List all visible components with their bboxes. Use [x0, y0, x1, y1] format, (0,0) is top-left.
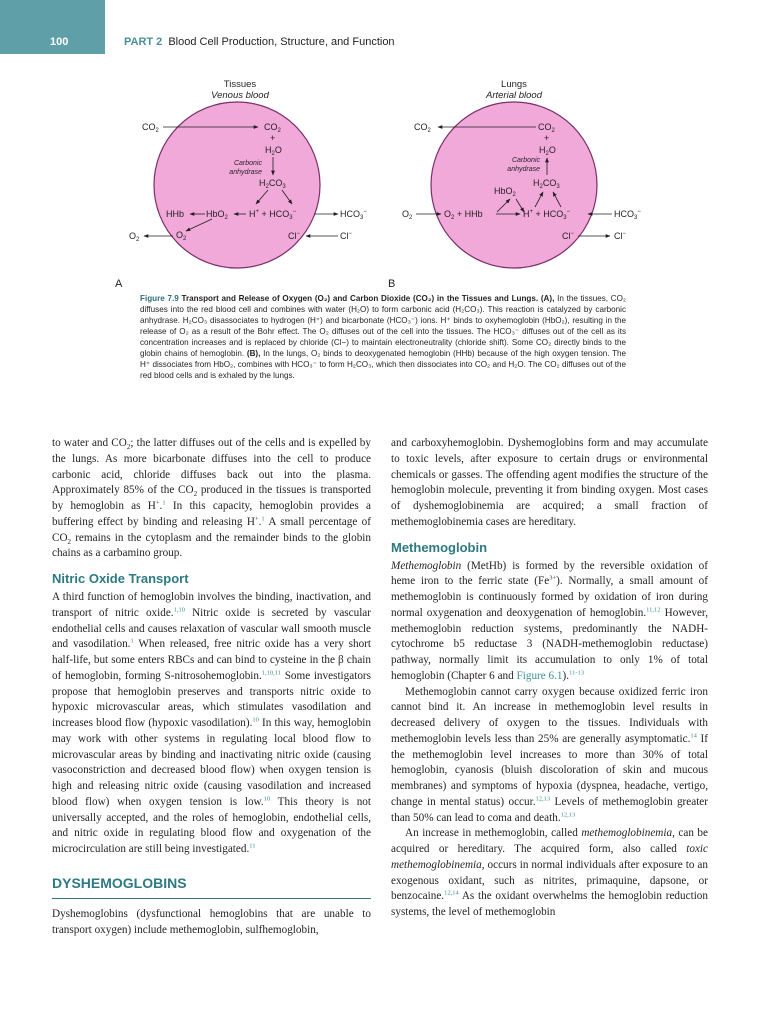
- chloride-inside-label: Cl−: [288, 231, 301, 241]
- methemoglobin-paragraph-1: Methemoglobin (MetHb) is formed by the reversible oxidation of heme iron to the ferric state $(Fe^{3+})$. Normally, a small amount of methemoglobin is continuously formed by oxidation of iron during normal oxygenation and deoxygenation of hemoglobin.$^{11,12}$ However, methemoglobin reduction systems, predominantly the NADH-cytochrome b5 reductase 3 (NADH-methemoglobin reductase) pathway, normally limit its accumulation to only 1% of total hemoglobin (Chapter 6 and Figure 6.1).$^{11-13}$: [391, 559, 708, 682]
- oxyhemoglobin-label: HbO$_2$: [206, 209, 228, 221]
- part-title: Blood Cell Production, Structure, and Function: [168, 36, 395, 48]
- panel-a: [115, 79, 367, 290]
- enzyme-label-line1: Carbonic: [233, 160, 262, 167]
- citation[interactable]: 11,12: [646, 606, 661, 614]
- citation[interactable]: 1: [162, 499, 166, 507]
- methemoglobin-paragraph-2: Methemoglobin cannot carry oxygen because oxidized ferric iron cannot bind it. An increase in methemoglobin level results in decreased delivery of oxygen to the tissues. Individuals with methemoglobin levels less than 25% are generally asymptomatic.$^{14}$ If the methemoglobin level increases to more than 30% of total hemoglobin, cyanosis (bluish discoloration of skin and mucous membranes) and symptoms of hypoxia (dyspnea, headache, vertigo, change in mental status) occur.$^{12,13}$ Levels of methemoglobin greater than 50% can lead to coma and death.$^{12,13}$: [391, 685, 709, 824]
- panel-b-label: B: [388, 278, 396, 290]
- caption-lead: [140, 294, 538, 303]
- citation[interactable]: 10: [263, 795, 271, 803]
- citation[interactable]: 10: [252, 716, 259, 724]
- citation[interactable]: 1,10,11: [261, 669, 282, 677]
- water-label-b: $H_2O$: [539, 145, 556, 157]
- citation[interactable]: 1: [130, 637, 134, 645]
- methemoglobin-heading: Methemoglobin: [391, 539, 488, 555]
- hydrogen-bicarbonate-label: $H^+ + HCO_3^-$: [249, 209, 297, 221]
- panel-a-title: Tissues: [223, 79, 257, 90]
- citation[interactable]: 12,13: [560, 810, 576, 818]
- chloride-outside-label-b: Cl−: [614, 231, 627, 241]
- running-head: [124, 36, 395, 48]
- figure-7-9-diagram: [0, 60, 768, 290]
- citation[interactable]: 12,13: [535, 795, 551, 803]
- page-number: 100: [50, 36, 69, 48]
- oxygen-outside-label: $O_2$: [129, 231, 140, 243]
- citation[interactable]: 11-13: [569, 669, 584, 677]
- part-label: PART 2: [124, 36, 163, 48]
- methemoglobin-paragraph-3: An increase in methemoglobin, called methemoglobinemia, can be acquired or hereditary. The acquired form, also called toxic methemoglobinemia, occurs in normal individuals after exposure to an exogenous oxidant, such as nitrites, primaquine, dapsone, or benzocaine.$^{12,14}$ As the oxidant overwhelms the hemoglobin reduction systems, the level of methemoglobin: [391, 827, 708, 918]
- bicarbonate-outside-label-b: $HCO_3^-$: [614, 209, 641, 221]
- nitric-oxide-paragraph: A third function of hemoglobin involves the binding, inactivation, and transport of nitric oxide.$^{1,10}$ Nitric oxide is secreted by vascular endothelial cells and causes relaxation of vascular wall smooth muscle and vasodilation.$^1$ When released, free nitric oxide has a very short half-life, but some enters RBCs and can bind to cysteine in the β chain of hemoglobin, forming S-nitrosohemoglobin.$^{1,10,11}$ Some investigators propose that hemoglobin preserves and transports nitric oxide to hypoxic microvascular areas, which stimulates vasodilation and increases blood flow (hypoxic vasodilation).$^{10}$ In this way, hemoglobin may work with other systems in regulating local blood flow to microvascular areas by binding and inactivating nitric oxide (causing vasoconstriction and decreased blood flow) when oxygen tension is high and releasing nitric oxide (causing vasodilation and increased blood flow) when oxygen tension is low.$^{10}$ This theory is not universally accepted, and the roles of hemoglobin, endothelial cells, and nitric oxide in regulating blood flow and oxygenation of the microcirculation are still being investigated.$^{11}$: [52, 591, 372, 855]
- bicarbonate-outside-label: $HCO_3^-$: [340, 209, 367, 221]
- nitric-oxide-heading: Nitric Oxide Transport: [52, 571, 189, 586]
- citation[interactable]: 11: [249, 842, 256, 850]
- enzyme-label-line2-b: anhydrase: [507, 166, 540, 173]
- chloride-outside-label: Cl−: [340, 231, 353, 241]
- citation[interactable]: 1,10: [173, 606, 185, 614]
- dyshemoglobins-continued: and carboxyhemoglobin. Dyshemoglobins form and may accumulate to toxic levels, after exposure to certain drugs or environmental chemicals or gasses. The offending agent modifies the structure of the hemoglobin molecule, preventing it from binding oxygen. Most cases of dyshemoglobinemia are acquired; a small fraction of methemoglobinemia cases are hereditary.: [391, 437, 708, 528]
- left-column: [52, 436, 371, 938]
- citation[interactable]: 14: [690, 732, 697, 740]
- figure-title: Transport and Release of Oxygen (O₂) and Carbon Dioxide (CO₂) in the Tissues and Lungs.: [181, 294, 539, 303]
- figure-label: Figure 7.9: [140, 294, 179, 303]
- dyshemoglobins-paragraph: Dyshemoglobins (dysfunctional hemoglobins that are unable to transport oxygen) include methemoglobin, sulfhemoglobin,: [52, 907, 371, 936]
- plus-sign: +: [270, 133, 276, 143]
- panel-a-subtitle: Venous blood: [211, 90, 269, 101]
- enzyme-label-line2: anhydrase: [229, 169, 262, 176]
- figure-6-1-link[interactable]: Figure 6.1: [516, 669, 563, 682]
- panel-b: [388, 79, 641, 290]
- citation[interactable]: 1: [261, 515, 265, 523]
- co2-outside-label-b: $CO_2$: [414, 122, 431, 134]
- chloride-inside-label-b: Cl−: [562, 231, 575, 241]
- co2-outside-label: $CO_2$: [142, 122, 159, 134]
- carbonic-acid-label: $H_2CO_3$: [259, 178, 286, 190]
- plus-sign-b: +: [544, 133, 550, 143]
- carbonic-acid-label-b: $H_2CO_3$: [533, 178, 560, 190]
- enzyme-label-line1-b: Carbonic: [511, 157, 540, 164]
- caption-part-b-label: (B),: [246, 349, 261, 359]
- co2-inside-label: $CO_2$: [264, 122, 281, 134]
- deoxyhemoglobin-label: HHb: [166, 209, 185, 219]
- oxygen-outside-label-b: $O_2$: [402, 209, 413, 221]
- water-label: $H_2O$: [265, 145, 282, 157]
- figure-caption: [140, 293, 626, 381]
- dyshemoglobins-heading: DYSHEMOGLOBINS: [52, 874, 371, 899]
- caption-part-a-label: (A),: [540, 294, 555, 303]
- oxygen-inside-label: $O_2$: [176, 230, 187, 242]
- panel-b-title: Lungs: [501, 79, 527, 90]
- citation[interactable]: 12,14: [444, 889, 459, 897]
- panel-a-label: A: [115, 278, 123, 290]
- caption-part-b-text: In the lungs, O₂ binds to deoxygenated hemoglobin (HHb) because of the high oxygen tension. The H⁺ dissociates from HbO₂, combines with HCO₃⁻ to form H₂CO₃, which then dissociates into CO₂ and H₂O. The CO₂ diffuses out of the red blood cells and is exhaled by the lungs.: [140, 349, 627, 381]
- hydrogen-bicarbonate-label-b: $H^+ + HCO_3^-$: [523, 209, 571, 221]
- oxygen-hhb-label: $O_2$ + HHb: [444, 209, 483, 221]
- panel-b-subtitle: Arterial blood: [486, 90, 542, 101]
- co2-inside-label-b: $CO_2$: [538, 122, 555, 134]
- intro-paragraph: to water and $CO_2$; the latter diffuses out of the cells and is expelled by the lungs. As more bicarbonate diffuses into the cell to produce carbonic acid, chloride diffuses back out into the plasma. Approximately 85% of the $CO_2$ produced in the tissues is transported by hemoglobin as H+.$^1$ In this capacity, hemoglobin provides a buffering effect by binding and releasing H+.$^1$ A small percentage of $CO_2$ remains in the cytoplasm and the remainder binds to the globin chains as a carbamino group.: [52, 437, 371, 560]
- oxyhemoglobin-label-b: HbO$_2$: [494, 186, 516, 198]
- right-column: [391, 436, 708, 921]
- caption-part-a-text: In the tissues, CO₂ diffuses into the red blood cell and combines with water (H₂O) to form carbonic acid (H₂CO₃). This reaction is catalyzed by carbonic anhydrase. H₂CO₃ disassociates to hydrogen (H⁺) and bicarbonate (HCO₃⁻) ions. H⁺ binds to oxyhemoglobin (HbO₂), resulting in the release of O₂ as a result of the Bohr effect. The O₂ diffuses out of the cell into the tissues. The HCO₃⁻ diffuses out of the cell as its concentration increases and is replaced by chloride (Cl−) to maintain electroneutrality (chloride shift). Some CO₂ directly binds to the globin chains of hemoglobin.: [140, 294, 627, 359]
